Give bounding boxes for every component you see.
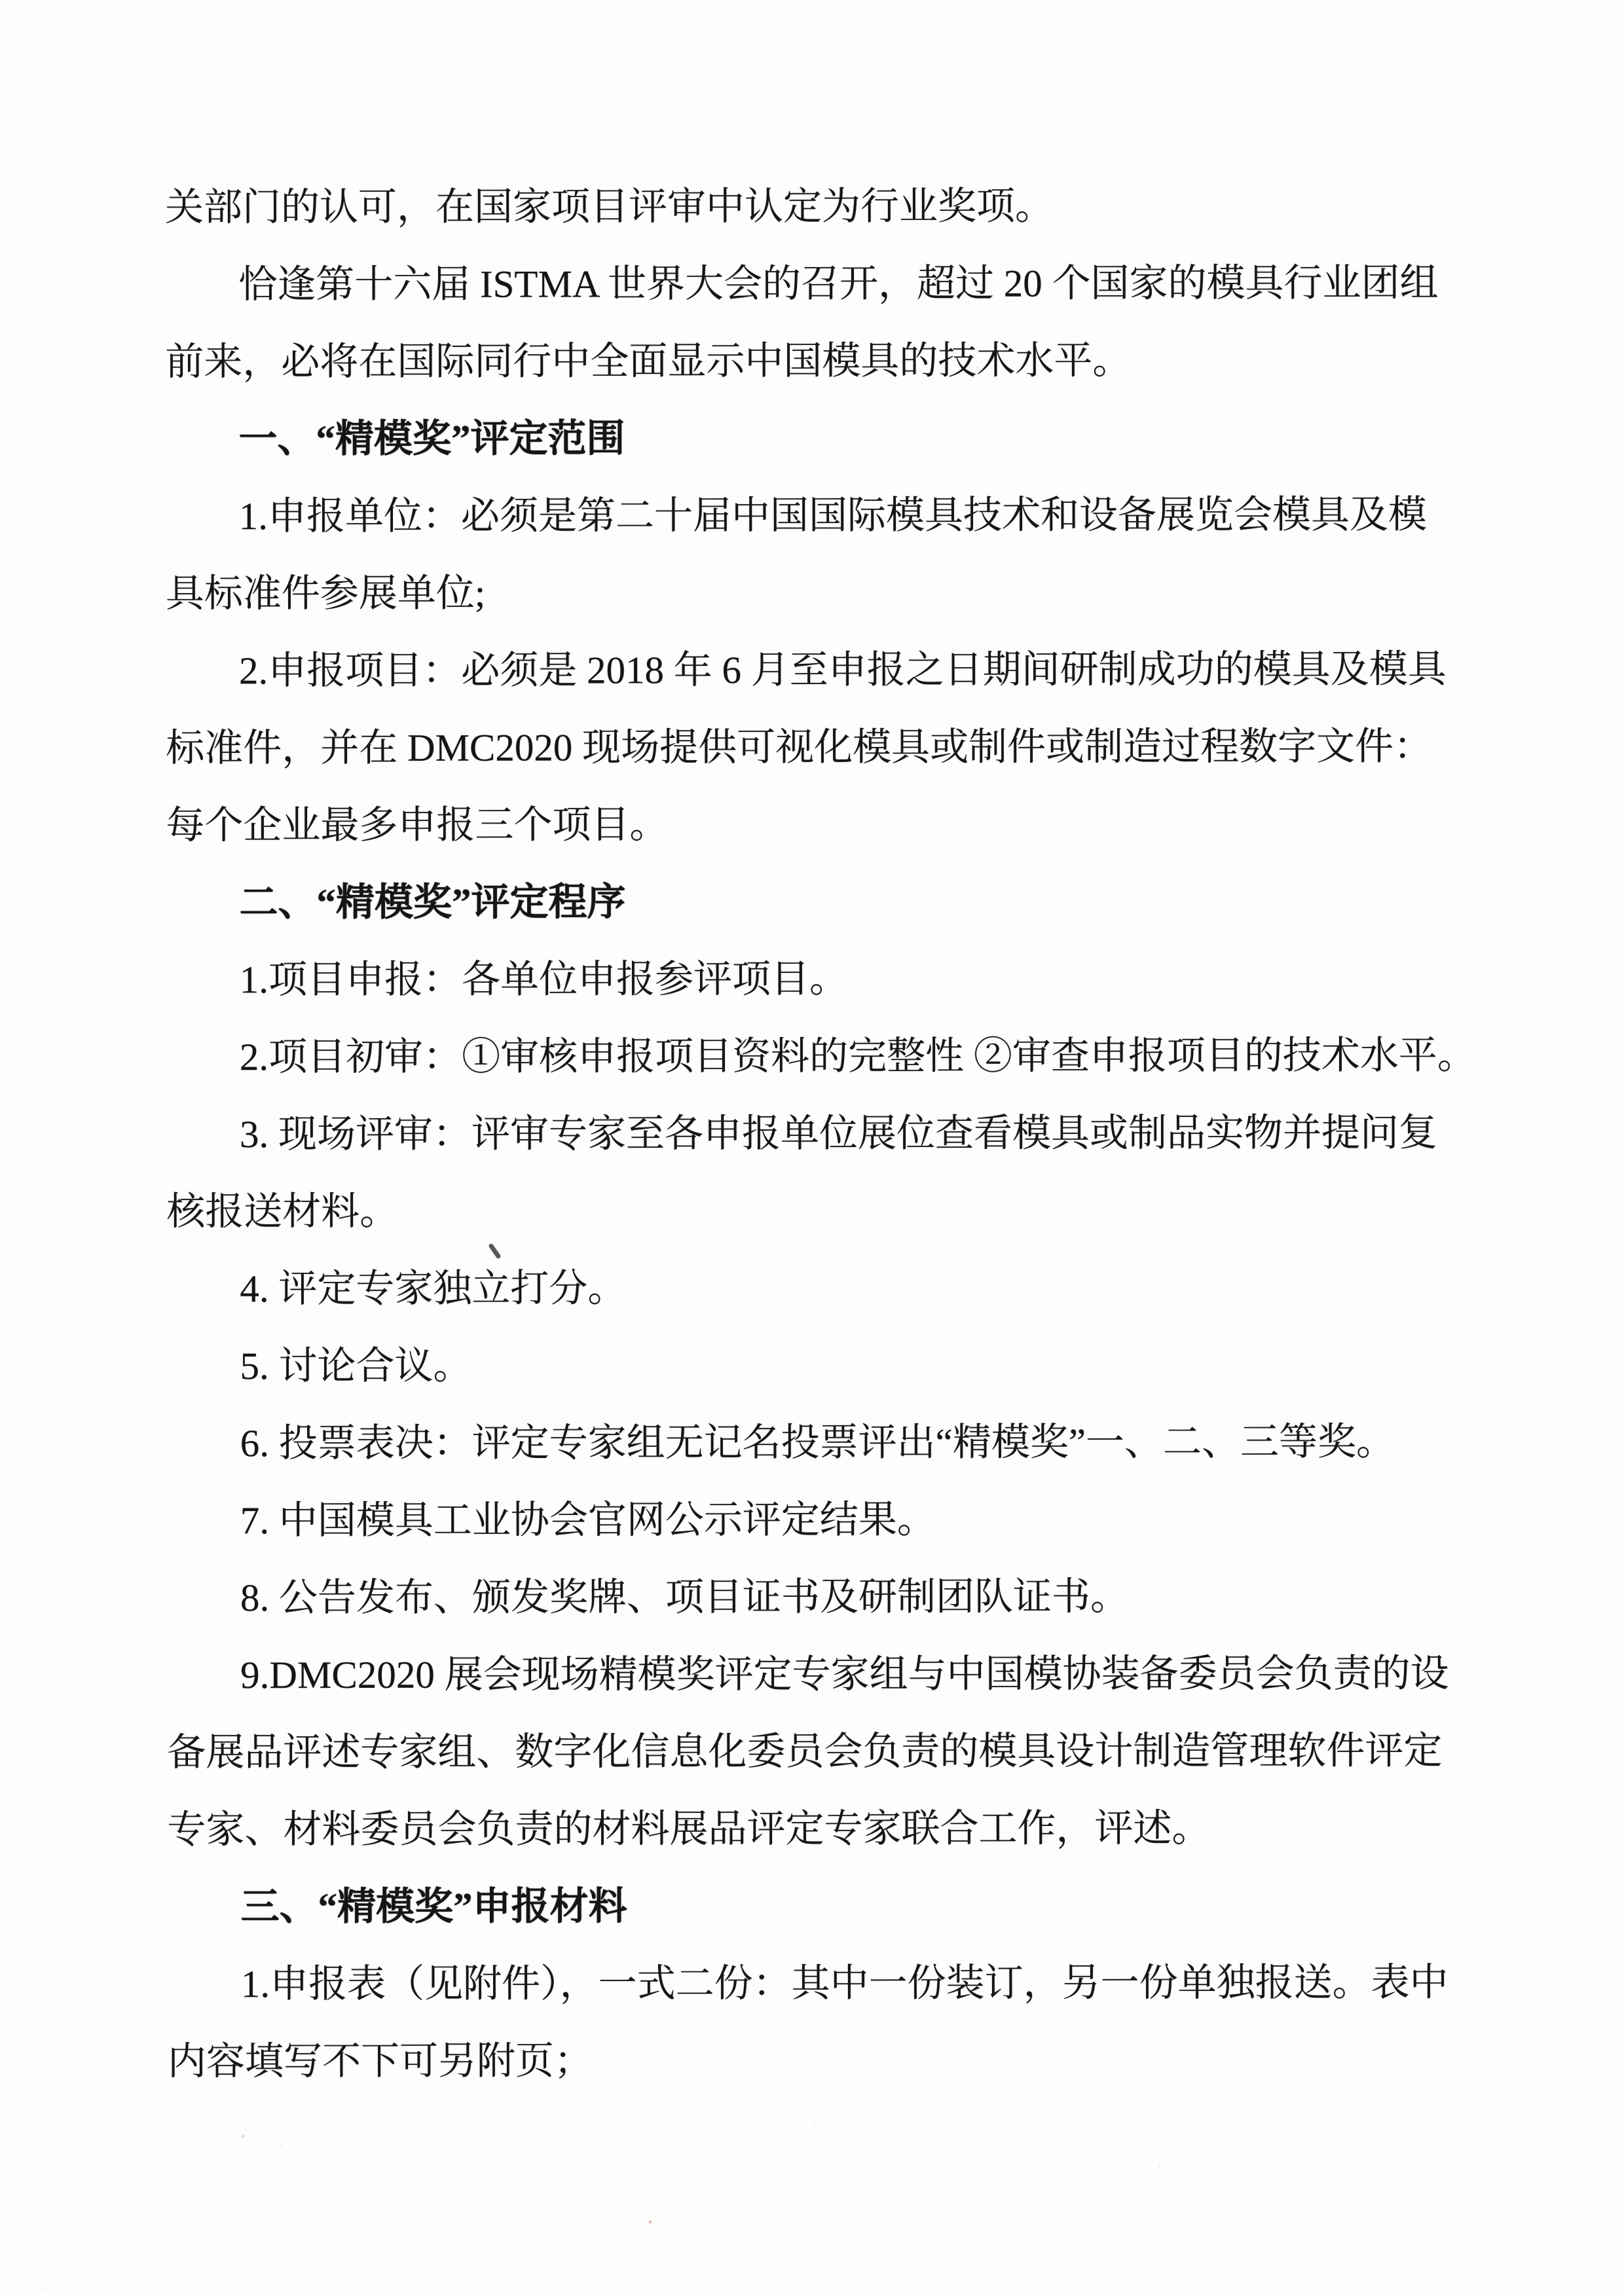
text-line: 每个企业最多申报三个项目。 [166,803,669,847]
text-line: 3. 现场评审：评审专家至各申报单位展位查看模具或制品实物并提问复 [239,1110,1438,1156]
text-line: 备展品评述专家组、数字化信息化委员会负责的模具设计制造管理软件评定 [167,1728,1443,1774]
text-line: 1.项目申报：各单位申报参评项目。 [239,957,848,1002]
text-line: 恰逢第十六届 ISTMA 世界大会的召开，超过 20 个国家的模具行业团组 [238,261,1439,306]
text-line: 8. 公告发布、颁发奖牌、项目证书及研制团队证书。 [240,1575,1130,1620]
text-line: 5. 讨论合议。 [240,1343,472,1388]
text-line: 2.项目初审：①审核申报项目资料的完整性 ②审查申报项目的技术水平。 [239,1033,1476,1079]
text-line: 标准件，并在 DMC2020 现场提供可视化模具或制件或制造过程数字文件： [166,724,1433,770]
text-line: 6. 投票表决：评定专家组无记名投票评出“精模奖”一、二、三等奖。 [240,1419,1395,1465]
section-heading: 二、“精模奖”评定程序 [239,880,626,924]
text-line: 1.申报单位：必须是第二十届中国国际模具技术和设备展览会模具及模 [238,492,1427,538]
text-line: 具标准件参展单位; [165,571,486,615]
text-line: 内容填写不下可另附页； [167,2039,593,2083]
text-line: 9.DMC2020 展会现场精模奖评定专家组与中国模协装备委员会负责的设 [240,1651,1449,1697]
text-line: 关部门的认可，在国家项目评审中认定为行业奖项。 [164,184,1054,229]
text-line: 专家、材料委员会负责的材料展品评定专家联合工作，评述。 [167,1806,1211,1851]
scan-noise-specks [0,0,1,1]
section-heading: 一、“精模奖”评定范围 [238,416,625,461]
section-heading: 三、“精模奖”申报材料 [240,1884,627,1929]
text-line: 前来，必将在国际同行中全面显示中国模具的技术水平。 [165,338,1132,384]
text-line: 4. 评定专家独立打分。 [240,1266,627,1311]
text-line: 1.申报表（见附件），一式二份：其中一份装订，另一份单独报送。表中 [240,1960,1449,2006]
text-line: 核报送材料。 [166,1189,399,1233]
text-line: 7. 中国模具工业协会官网公示评定结果。 [240,1497,936,1542]
document-body [165,167,1484,2100]
text-line: 2.申报项目：必须是 2018 年 6 月至申报之日期间研制成功的模具及模具 [238,647,1447,693]
